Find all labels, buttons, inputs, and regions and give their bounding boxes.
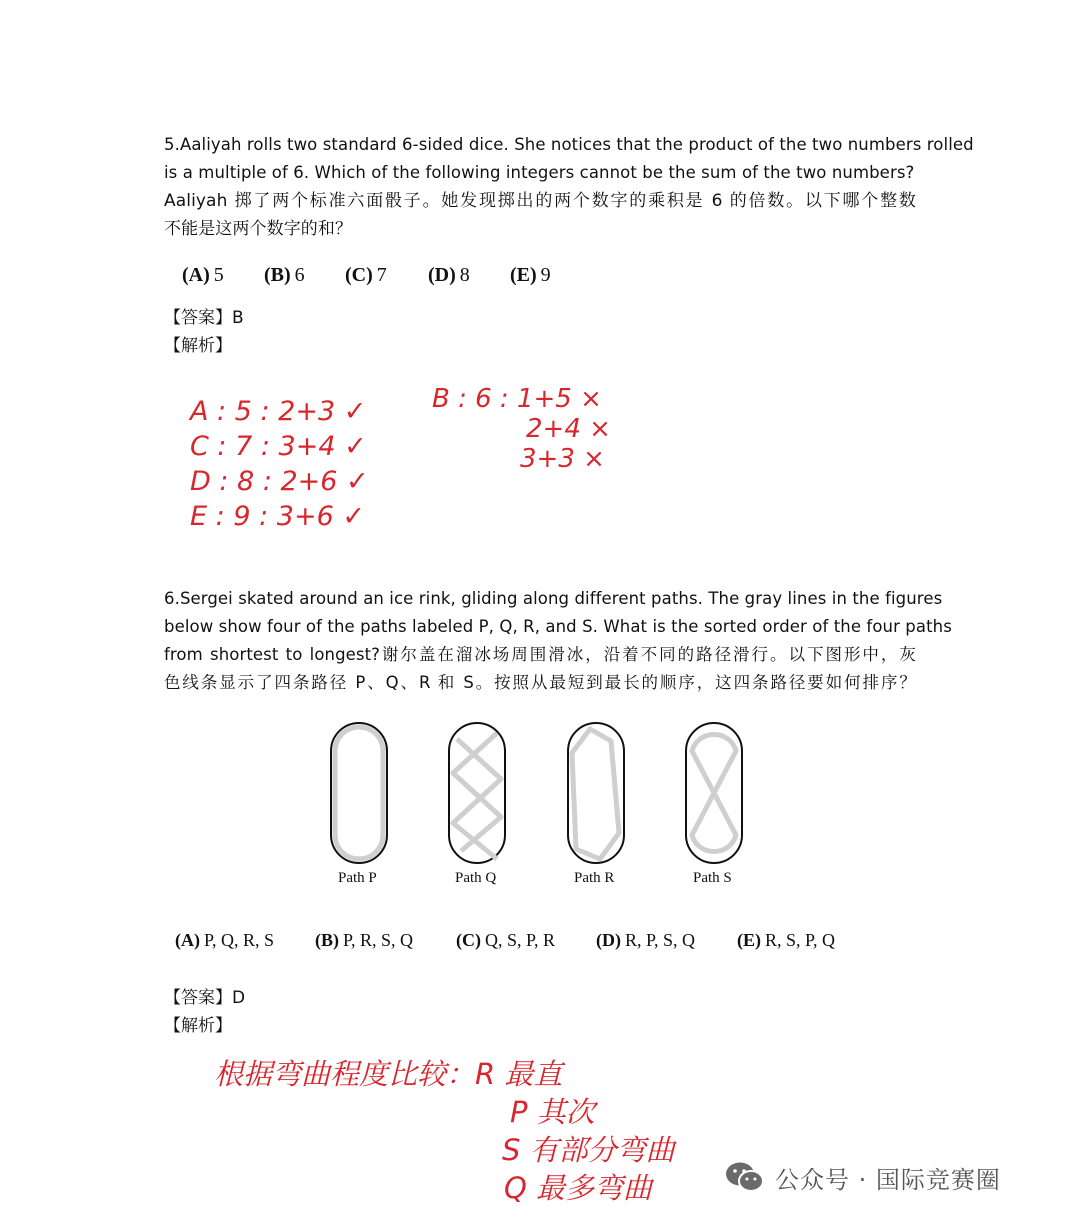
q5-line-2: is a multiple of 6. Which of the following integers cannot be the sum of the two numbers? xyxy=(164,163,915,182)
watermark xyxy=(725,1157,1001,1197)
q6-line-3: from shortest to longest?谢尔盖在溜冰场周围滑冰，沿着不同的路径滑行。以下图形中，灰 xyxy=(164,645,916,664)
path-r-label: Path R xyxy=(574,870,615,886)
q6-choice-c: (C) Q, S, P, R xyxy=(456,930,556,950)
hand-line: E : 9 : 3+6 ✓ xyxy=(190,501,365,532)
hand-line: 根据弯曲程度比较：R 最直 xyxy=(214,1057,563,1091)
wechat-icon xyxy=(725,1160,765,1194)
q5-choices xyxy=(0,264,1080,294)
q5-line-3: Aaliyah 掷了两个标准六面骰子。她发现掷出的两个数字的乘积是 6 的倍数。以下哪个整数 xyxy=(164,191,916,211)
q6-choice-a: (A) P, Q, R, S xyxy=(175,930,275,950)
path-s-label: Path S xyxy=(693,870,732,886)
path-p-figure xyxy=(331,723,387,863)
hand-line: S 有部分弯曲 xyxy=(502,1133,675,1167)
q5-handwriting-right xyxy=(432,384,611,474)
q5-line-1: 5.Aaliyah rolls two standard 6-sided dice. She notices that the product of the two numbers rolled xyxy=(164,135,974,154)
q5-handwriting-left xyxy=(190,394,369,534)
hand-line: Q 最多弯曲 xyxy=(504,1171,653,1205)
hand-line: A : 5 : 2+3 ✓ xyxy=(190,396,367,427)
q5-answer xyxy=(164,303,244,328)
path-p-label: Path P xyxy=(338,870,377,886)
answer-value: B xyxy=(232,308,244,328)
answer-label: 【答案】 xyxy=(164,308,232,328)
q6-line-4: 色线条显示了四条路径 P、Q、R 和 S。按照从最短到最长的顺序，这四条路径要如何排序？ xyxy=(164,673,916,692)
q6-analysis-label: 【解析】 xyxy=(164,1016,232,1036)
q5-choice-e: (E) 9 xyxy=(510,264,551,286)
path-r-figure xyxy=(568,723,624,863)
hand-line: B : 6 : 1+5 × xyxy=(432,384,602,414)
q5-choice-c: (C) 7 xyxy=(345,264,387,286)
q6-handwriting xyxy=(214,1055,675,1207)
hand-line: C : 7 : 3+4 ✓ xyxy=(190,431,367,462)
hand-line: 2+4 × xyxy=(526,414,611,444)
answer-label: 【答案】 xyxy=(164,988,232,1008)
q5-text xyxy=(164,131,974,243)
q6-choice-e: (E) R, S, P, Q xyxy=(737,930,836,950)
path-s-figure xyxy=(686,723,742,863)
hand-line: P 其次 xyxy=(510,1095,595,1129)
path-q-figure xyxy=(449,723,505,863)
path-figures xyxy=(320,715,760,895)
answer-value: D xyxy=(232,988,246,1008)
q5-line-4: 不能是这两个数字的和？ xyxy=(164,219,353,239)
q6-choices xyxy=(0,930,1080,960)
q6-choice-b: (B) P, R, S, Q xyxy=(315,930,414,950)
q6-choice-d: (D) R, P, S, Q xyxy=(596,930,696,950)
hand-line: 3+3 × xyxy=(520,444,605,474)
hand-line: D : 8 : 2+6 ✓ xyxy=(190,466,369,497)
q6-line-1: 6.Sergei skated around an ice rink, gliding along different paths. The gray lines in the figures xyxy=(164,589,943,608)
watermark-text: 公众号 · 国际竞赛圈 xyxy=(775,1165,1001,1194)
q6-answer xyxy=(164,983,245,1008)
q5-choice-b: (B) 6 xyxy=(264,264,305,286)
path-q-label: Path Q xyxy=(455,870,497,886)
q6-text xyxy=(164,585,952,697)
q5-choice-d: (D) 8 xyxy=(428,264,470,286)
q6-line-2: below show four of the paths labeled P, Q, R, and S. What is the sorted order of the four paths xyxy=(164,617,952,636)
q5-choice-a: (A) 5 xyxy=(182,264,224,286)
q5-analysis-label: 【解析】 xyxy=(164,336,232,356)
